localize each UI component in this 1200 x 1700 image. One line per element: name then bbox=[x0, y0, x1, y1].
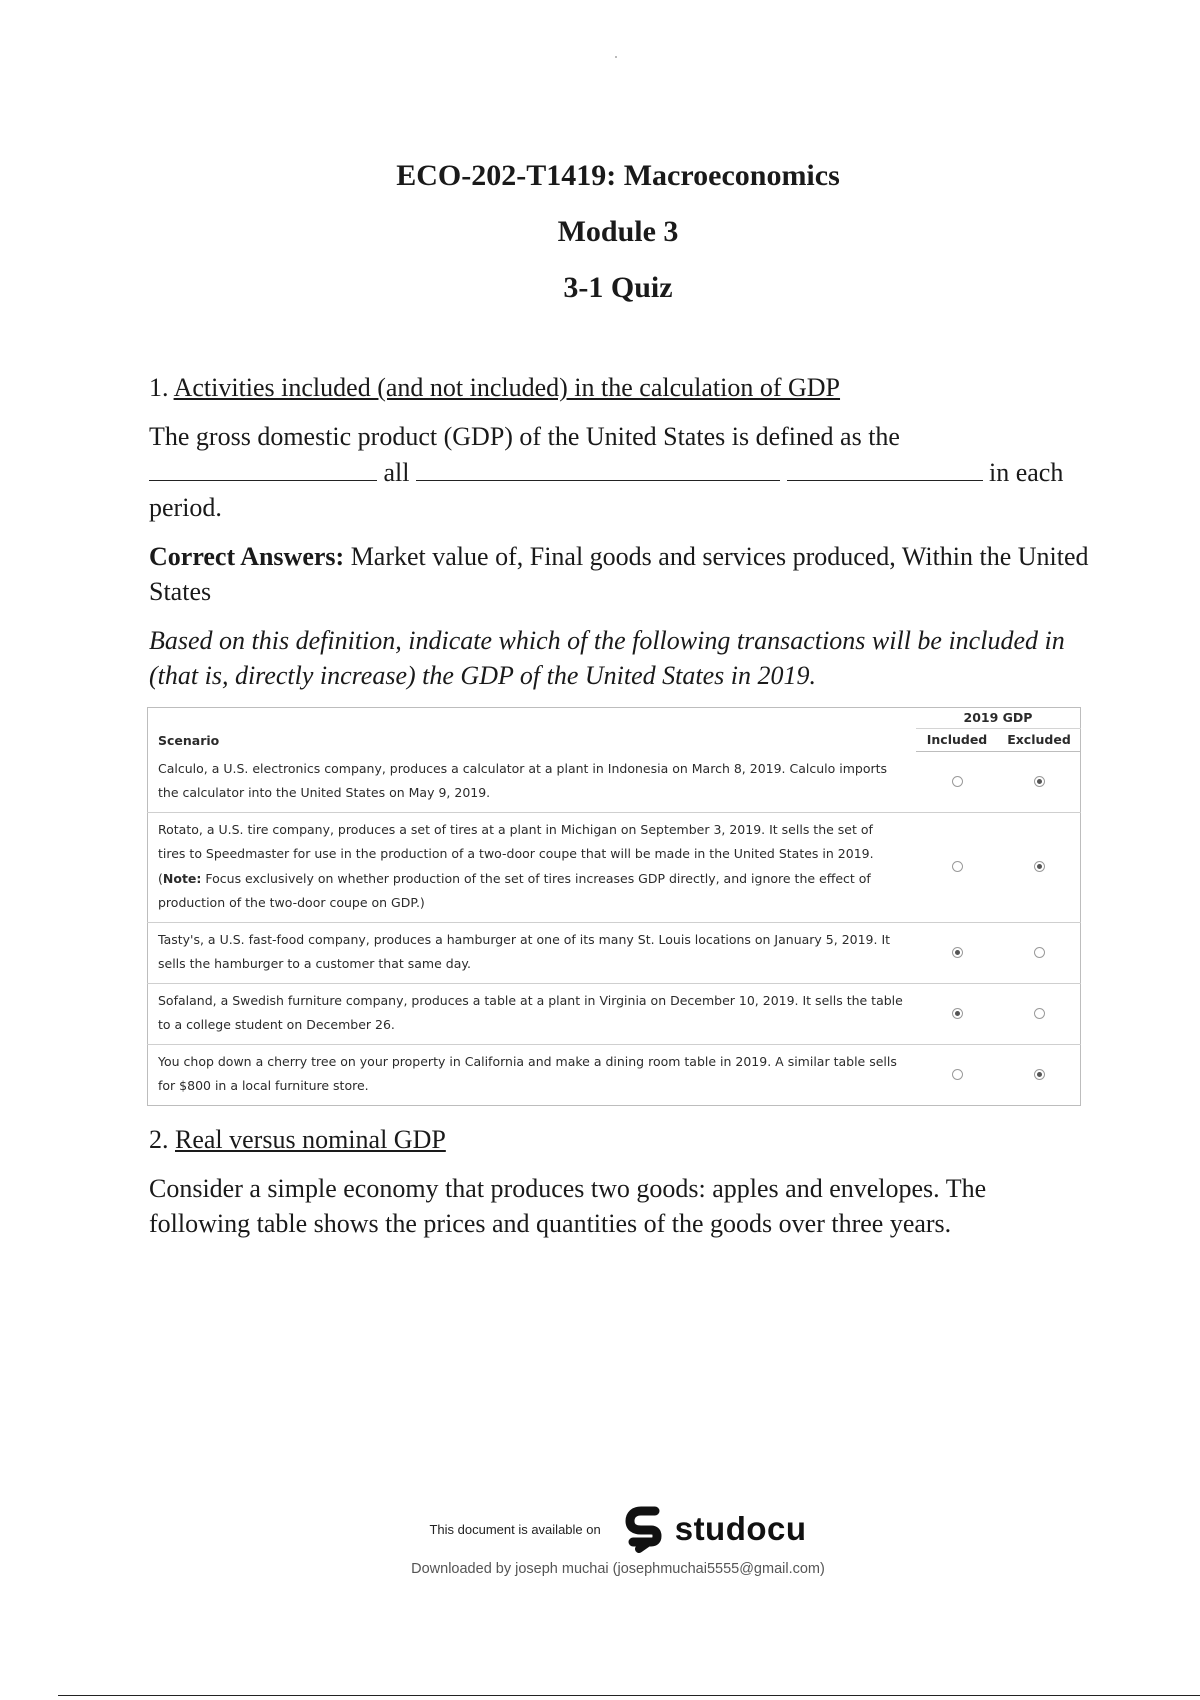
question-2-title: Real versus nominal GDP bbox=[175, 1124, 446, 1154]
radio-included[interactable] bbox=[952, 776, 963, 787]
scenario-cell: Calculo, a U.S. electronics company, produces a calculator at a plant in Indonesia on March 8, 2019. Calculo imports the calculator into the United States on May 9, 2019. bbox=[148, 752, 917, 813]
table-row bbox=[148, 983, 1081, 1044]
blank-3 bbox=[787, 454, 983, 481]
scan-speck bbox=[615, 56, 617, 58]
table-row bbox=[148, 922, 1081, 983]
radio-excluded[interactable] bbox=[1034, 1008, 1045, 1019]
correct-answers bbox=[149, 539, 1089, 609]
document-header bbox=[0, 148, 1200, 316]
radio-excluded[interactable] bbox=[1034, 1069, 1045, 1080]
scenario-cell: You chop down a cherry tree on your property in California and make a dining room table in 2019. A similar table sells for $800 in a local furniture store. bbox=[158, 1053, 897, 1093]
gdp-scenario-table bbox=[147, 707, 1081, 1106]
course-title: ECO-202-T1419: Macroeconomics bbox=[396, 159, 840, 192]
scenario-text: Rotato, a U.S. tire company, produces a set of tires at a plant in Michigan on September 3, 2019. It sells the set of tires to Speedmaster for use in the production of a two-door coupe that will be made in the United States in 2019. ( bbox=[158, 821, 874, 886]
question-2-heading bbox=[149, 1122, 1089, 1157]
radio-included[interactable] bbox=[952, 1008, 963, 1019]
correct-answers-text: Market value of, Final goods and services produced, Within the United States bbox=[149, 542, 1089, 606]
bottom-rule bbox=[58, 1695, 1200, 1696]
question-1-prompt bbox=[149, 419, 1089, 525]
blank-2 bbox=[416, 454, 780, 481]
question-1-title: Activities included (and not included) in the calculation of GDP bbox=[173, 373, 841, 402]
note-label: Note: bbox=[162, 870, 202, 886]
blank-1 bbox=[149, 454, 377, 481]
scenario-cell bbox=[148, 812, 917, 922]
radio-included[interactable] bbox=[952, 1069, 963, 1080]
prompt-word-in-each: in each bbox=[989, 458, 1064, 487]
question-1-instruction: Based on this definition, indicate which of the following transactions will be included in (that is, directly increase) the GDP of the United States in 2019. bbox=[149, 626, 1065, 690]
radio-excluded[interactable] bbox=[1034, 947, 1045, 958]
question-2-number: 2. bbox=[149, 1124, 169, 1154]
prompt-word-all: all bbox=[383, 458, 410, 487]
document-body bbox=[149, 370, 1089, 1255]
table-row bbox=[148, 752, 1081, 813]
prompt-end: period. bbox=[149, 493, 222, 522]
col-header-scenario: Scenario bbox=[158, 732, 220, 748]
studocu-logo[interactable] bbox=[625, 1505, 807, 1553]
scenario-cell: Sofaland, a Swedish furniture company, produces a table at a plant in Virginia on December 10, 2019. It sells the table to a college student on December 26. bbox=[148, 983, 917, 1044]
prompt-start: The gross domestic product (GDP) of the United States is defined as the bbox=[149, 422, 900, 451]
scenario-note-text: Focus exclusively on whether production of the set of tires increases GDP directly, and ignore the effect of production of the two-door coupe on GDP.) bbox=[158, 870, 871, 910]
table-row bbox=[148, 1044, 1081, 1105]
col-group-2019-gdp: 2019 GDP bbox=[916, 708, 1081, 729]
col-header-excluded: Excluded bbox=[998, 729, 1081, 752]
radio-included[interactable] bbox=[952, 861, 963, 872]
quiz-title: 3-1 Quiz bbox=[563, 271, 673, 304]
radio-excluded[interactable] bbox=[1034, 776, 1045, 787]
studocu-wordmark: studocu bbox=[674, 1510, 807, 1547]
studocu-s-icon bbox=[625, 1505, 669, 1553]
question-1-number: 1. bbox=[149, 373, 169, 402]
col-header-included: Included bbox=[916, 729, 998, 752]
studocu-footer bbox=[0, 1505, 1200, 1577]
radio-included[interactable] bbox=[952, 947, 963, 958]
question-2-text: Consider a simple economy that produces two goods: apples and envelopes. The following table shows the prices and quantities of the goods over three years. bbox=[149, 1173, 987, 1238]
available-on-text: This document is available on bbox=[429, 1521, 601, 1537]
downloaded-by-text: Downloaded by joseph muchai (josephmuchai5555@gmail.com) bbox=[411, 1561, 825, 1577]
question-1-heading bbox=[149, 370, 1089, 405]
module-title: Module 3 bbox=[557, 215, 679, 248]
scenario-cell: Tasty's, a U.S. fast-food company, produces a hamburger at one of its many St. Louis locations on January 5, 2019. It sells the hamburger to a customer that same day. bbox=[148, 922, 917, 983]
radio-excluded[interactable] bbox=[1034, 861, 1045, 872]
correct-answers-label: Correct Answers: bbox=[149, 542, 345, 571]
table-row bbox=[148, 812, 1081, 922]
